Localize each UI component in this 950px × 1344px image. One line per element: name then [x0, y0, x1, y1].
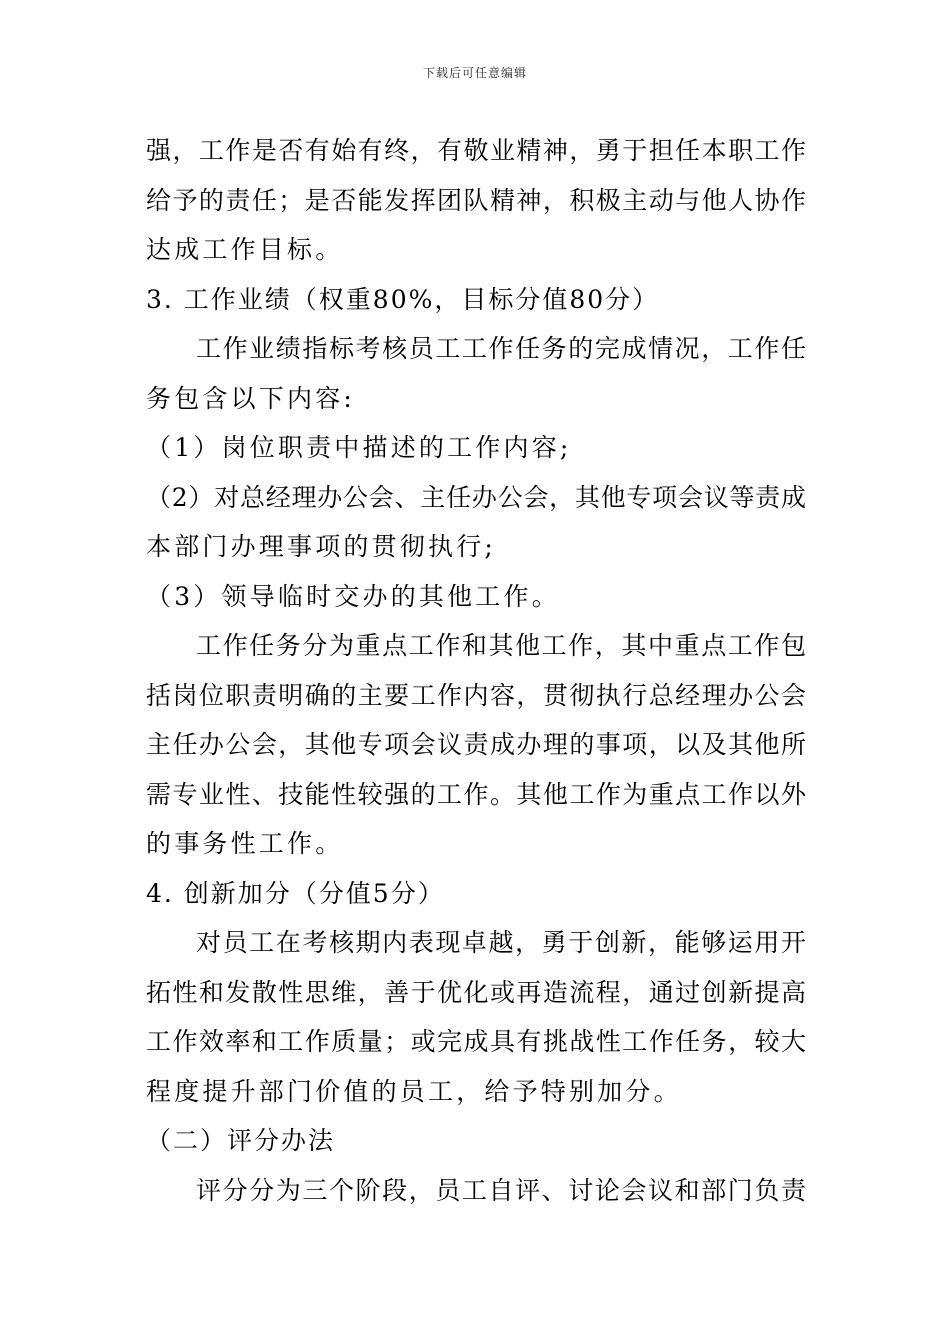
list-item: （1）岗位职责中描述的工作内容; — [146, 433, 572, 462]
section-heading: （二）评分办法 — [146, 1126, 336, 1155]
paragraph-line: 主任办公会，其他专项会议责成办理的事项，以及其他所 — [146, 730, 806, 759]
section-heading: 3. 工作业绩（权重80%，目标分值80分） — [146, 284, 660, 314]
paragraph-line: 工作任务分为重点工作和其他工作，其中重点工作包 — [196, 631, 806, 660]
paragraph-line: 工作业绩指标考核员工工作任务的完成情况，工作任 — [196, 334, 806, 363]
list-item: （2）对总经理办公会、主任办公会，其他专项会议等责成 — [146, 482, 806, 512]
paragraph-line: 括岗位职责明确的主要工作内容，贯彻执行总经理办公会 — [146, 680, 806, 710]
paragraph-line: 的事务性工作。 — [146, 829, 344, 858]
paragraph-line: 需专业性、技能性较强的工作。其他工作为重点工作以外 — [146, 779, 806, 809]
list-item-continuation: 本部门办理事项的贯彻执行; — [146, 532, 497, 561]
paragraph-line: 务包含以下内容: — [146, 383, 356, 413]
paragraph-line: 给予的责任；是否能发挥团队精神，积极主动与他人协作 — [146, 185, 806, 215]
paragraph-line: 强，工作是否有始有终，有敬业精神，勇于担任本职工作 — [146, 136, 806, 165]
paragraph-line: 达成工作目标。 — [146, 235, 344, 264]
page-header: 下载后可任意编辑 — [422, 66, 527, 80]
paragraph-line: 工作效率和工作质量；或完成具有挑战性工作任务，较大 — [146, 1027, 806, 1056]
paragraph-line: 程度提升部门价值的员工，给予特别加分。 — [146, 1076, 682, 1106]
list-item: （3）领导临时交办的其他工作。 — [146, 581, 560, 611]
document-body — [146, 126, 806, 1215]
section-heading: 4. 创新加分（分值5分） — [146, 878, 445, 908]
paragraph-line: 对员工在考核期内表现卓越，勇于创新，能够运用开 — [196, 928, 806, 957]
paragraph-line: 拓性和发散性思维，善于优化或再造流程，通过创新提高 — [146, 977, 806, 1007]
paragraph-line: 评分分为三个阶段，员工自评、讨论会议和部门负责 — [196, 1175, 806, 1205]
